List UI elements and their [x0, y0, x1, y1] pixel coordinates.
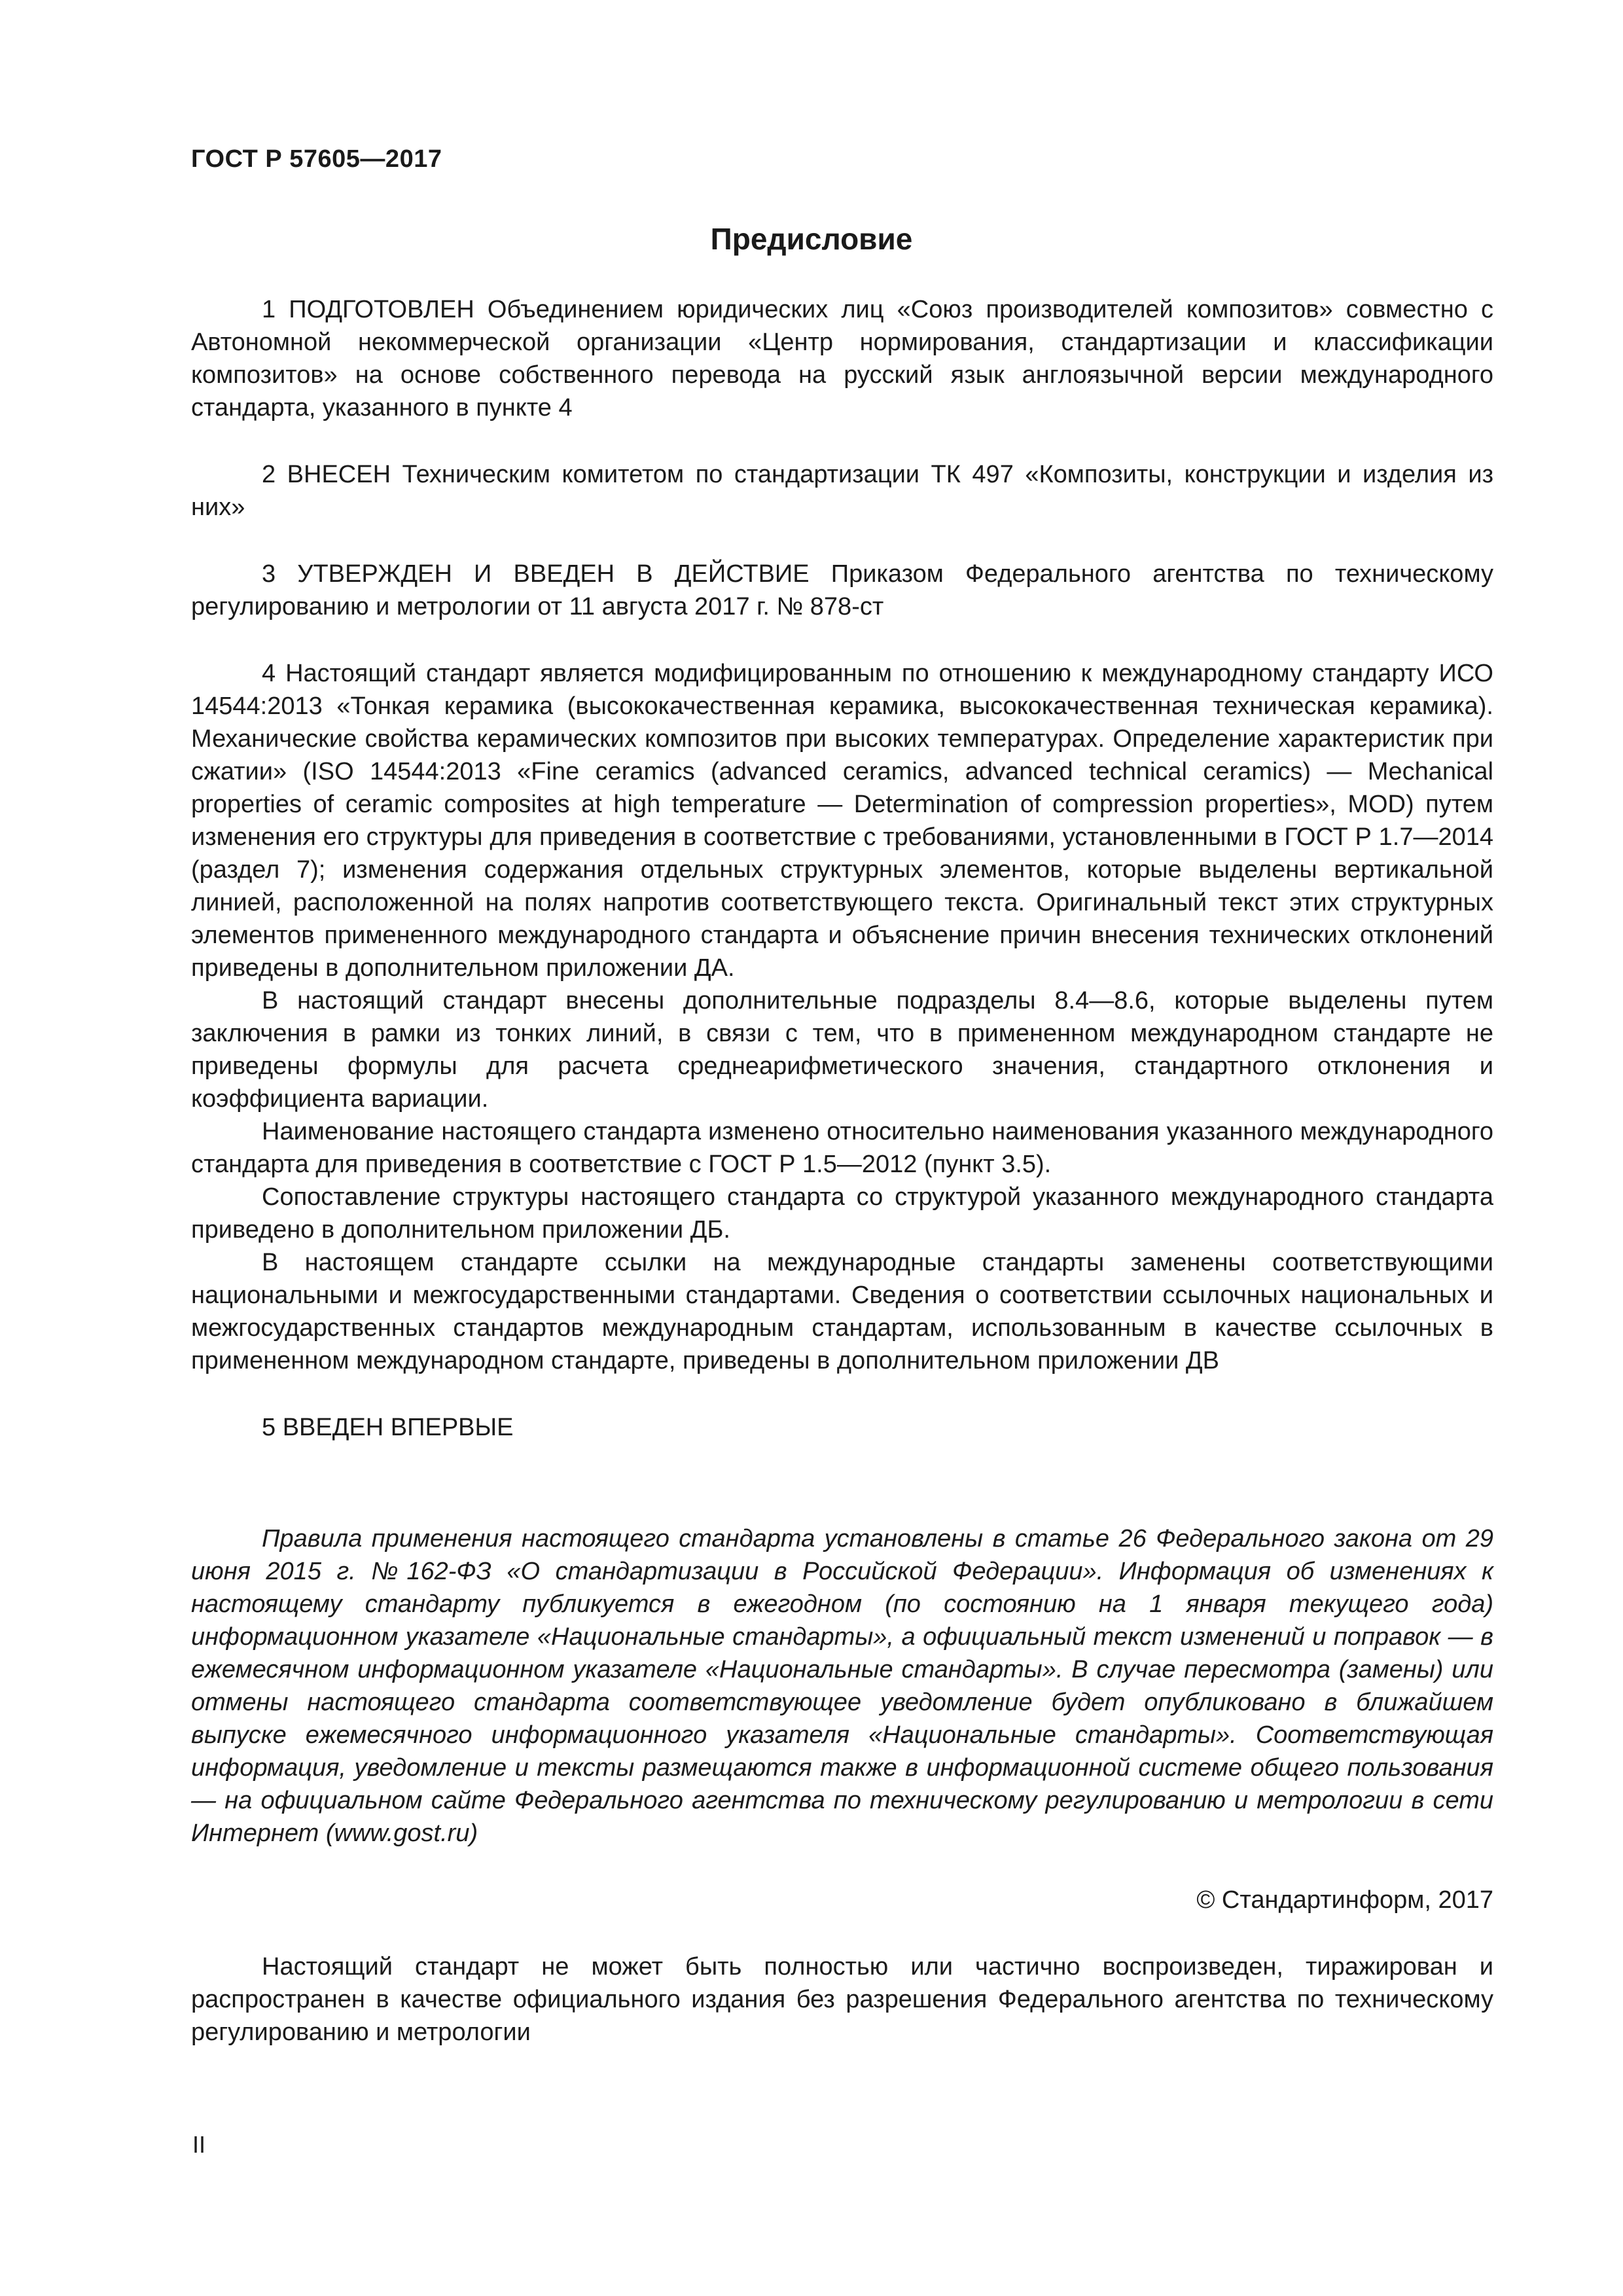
standard-code-header: ГОСТ Р 57605—2017 [191, 145, 442, 173]
item-4-added-subsections: В настоящий стандарт внесены дополнительные подразделы 8.4—8.6, которые выделены путем заключения в рамки из тонких линий, в связи с тем, что в примененном международном стандарте не приведены формулы для расчета среднеарифметического значения, стандартного отклонения и коэффициента вариации. [191, 987, 1493, 1113]
item-2-submitted: 2 ВНЕСЕН Техническим комитетом по стандартизации ТК 497 «Композиты, конструкции и изделия из них» [191, 461, 1493, 521]
item-4-references: В настоящем стандарте ссылки на международные стандарты заменены соответствующими национальными и межгосударственными стандартами. Сведения о соответствии ссылочных национальных и межгосударственных стандартов международным стандартам, использованным в качестве ссылочных в примененном международном стандарте, приведены в дополнительном приложении ДВ [191, 1249, 1493, 1374]
item-5-introduced: 5 ВВЕДЕН ВПЕРВЫЕ [262, 1414, 514, 1441]
copyright-notice: © Стандартинформ, 2017 [1196, 1886, 1493, 1914]
foreword-body [191, 293, 1493, 2049]
item-1-prepared: 1 ПОДГОТОВЛЕН Объединением юридических лиц «Союз производителей композитов» совместно с Автономной некоммерческой организации «Центр нормирования, стандартизации и классификации композитов» на основе собственного перевода на русский язык англоязычной версии международного стандарта, указанного в пункте 4 [191, 296, 1493, 422]
item-4-name-change: Наименование настоящего стандарта изменено относительно наименования указанного международного стандарта для приведения в соответствие с ГОСТ Р 1.5—2012 (пункт 3.5). [191, 1118, 1493, 1178]
item-3-approved: 3 УТВЕРЖДЕН И ВВЕДЕН В ДЕЙСТВИЕ Приказом Федерального агентства по техническому регулированию и метрологии от 11 августа 2017 г. № 878-ст [191, 560, 1493, 620]
item-4-structure-comparison: Сопоставление структуры настоящего стандарта со структурой указанного международного стандарта приведено в дополнительном приложении ДБ. [191, 1183, 1493, 1244]
application-rules-note: Правила применения настоящего стандарта установлены в статье 26 Федерального закона от 29 июня 2015 г. №162-ФЗ «О стандартизации в Российской Федерации». Информация об изменениях к настоящему стандарту публикуется в ежегодном (по состоянию на 1 января текущего года) информационном указателе «Национальные стандарты», а официальный текст изменений и поправок — в ежемесячном информационном указателе «Национальные стандарты». В случае пересмотра (замены) или отмены настоящего стандарта соответствующее уведомление будет опубликовано в ближайшем выпуске ежемесячного информационного указателя «Национальные стандарты». Соответствующая информация, уведомление и тексты размещаются также в информационной системе общего пользования — на официальном сайте Федерального агентства по техническому регулированию и метрологии в сети Интернет (www.gost.ru) [191, 1525, 1493, 1847]
page-title: Предисловие [710, 222, 913, 256]
item-4-modified: 4 Настоящий стандарт является модифицированным по отношению к международному стандарту ИСО 14544:2013 «Тонкая керамика (высококачественная керамика, высококачественная техническая керамика). Механические свойства керамических композитов при высоких температурах. Определение характеристик при сжатии» (ISO 14544:2013 «Fine ceramics (advanced ceramics, advanced technical ceramics) — Mechanical properties of ceramic composites at high temperature — Determination of compression properties», MOD) путем изменения его структуры для приведения в соответствие с требованиями, установленными в ГОСТ Р 1.7—2014 (раздел 7); изменения содержания отдельных структурных элементов, которые выделены вертикальной линией, расположенной на полях напротив соответствующего текста. Оригинальный текст этих структурных элементов примененного международного стандарта и объяснение причин внесения технических отклонений приведены в дополнительном приложении ДА. [191, 660, 1493, 982]
page-number: II [192, 2131, 206, 2158]
reproduction-notice: Настоящий стандарт не может быть полностью или частично воспроизведен, тиражирован и распространен в качестве официального издания без разрешения Федерального агентства по техническому регулированию и метрологии [191, 1953, 1493, 2046]
